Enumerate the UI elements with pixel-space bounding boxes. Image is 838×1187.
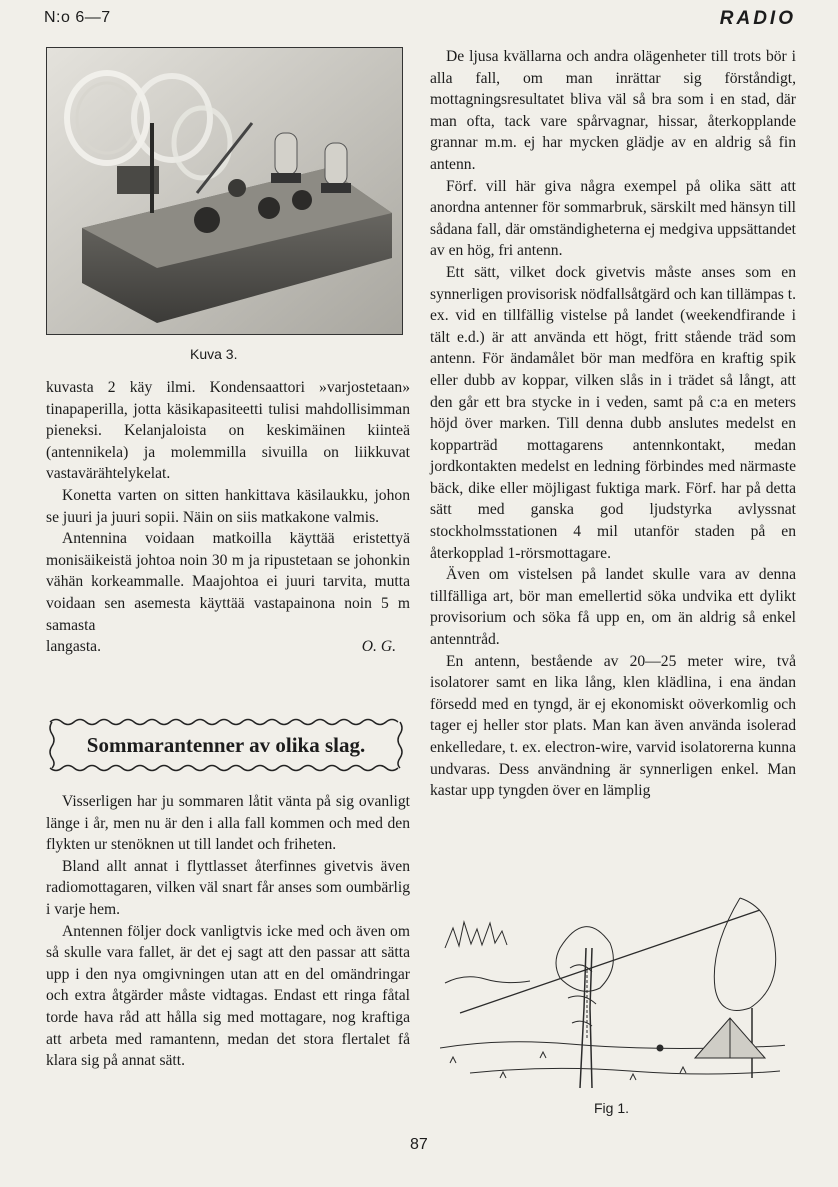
paragraph: Bland allt annat i flyttlasset återfinnes givetvis även radiomottagaren, vilken väl snart får anses som oumbärlig i varje hem.	[46, 857, 410, 918]
author-signature: O. G.	[361, 638, 396, 656]
paragraph: Antennina voidaan matkoilla käyttää eristettyä monisäikeistä johtoa noin 30 m ja ripustetaan se johonkin vähän korkeammalle. Maajohtoa ei juuri tarvita, mutta voidaan sen asemesta käyttää vastapainona noin 5 m samasta	[46, 530, 410, 634]
paragraph-end: langasta.	[46, 638, 101, 656]
photo-caption: Kuva 3.	[190, 346, 238, 362]
right-column	[430, 46, 796, 802]
paragraph: kuvasta 2 käy ilmi. Kondensaattori »varjostetaan» tinapaperilla, jotta käsikapasiteetti tulisi mahdollisimman pieneksi. Kelanjaloista on keskimäinen kiinteä (antennikela) ja molemmilla sivuilla on liikkuvat vastavärähtelykelat.	[46, 379, 410, 483]
paragraph: Antennen följer dock vanligtvis icke med och även om så skulle vara fallet, är det ej sagt att den passar att sätta upp i den nya omgivningen utan att en del omändringar och extra åtgärder måste vidtagas. Endast ett ringa fåtal torde hava råd att hålla sig med mottagare, nog kraftiga att arbeta med ramantenn, medan det stora flertalet få klara sig på annat sätt.	[46, 922, 410, 1070]
issue-number: N:o 6—7	[44, 9, 111, 26]
page-number: 87	[410, 1136, 428, 1153]
left-column-bottom	[46, 791, 410, 1072]
left-column-top	[46, 377, 410, 658]
paragraph: Visserligen har ju sommaren låtit vänta på sig ovanligt länge i år, men nu är den i alla fall kommen och med den flykten ur stenöknen ut till landet och friheten.	[46, 793, 410, 854]
paragraph: De ljusa kvällarna och andra olägenheter till trots bör i alla fall, om man inrättar sig förståndigt, mottagningsresultatet bliva väl så bra som i en stad, där man ofta, tack vare spårvagnar, hissar, återkopplande grannar m.m. ej har mycken glädje av en aldrig så fin antenn.	[430, 48, 796, 173]
magazine-title: RADIO	[719, 8, 796, 29]
antenna-sketch	[440, 888, 785, 1093]
article-heading-box	[48, 716, 404, 774]
figure-caption: Fig 1.	[594, 1100, 630, 1116]
article-title: Sommarantenner av olika slag.	[86, 733, 366, 757]
radio-photo	[46, 47, 403, 335]
paragraph: En antenn, bestående av 20—25 meter wire, två isolatorer samt en lika lång, klen klädlina, i ena ändan försedd med en tyngd, är ej ekonomiskt oöverkomlig och tager ej heller stor plats. Man kan även använda isolerad enkelledare, t. ex. electron-wire, varvid isolatorerna kunna undvaras. Dess användning är synnerligen enkel. Man kastar upp tyngden över en lämplig	[430, 652, 796, 800]
paragraph: Ett sätt, vilket dock givetvis måste anses som en synnerligen provisorisk nödfallsåtgärd och kan tillämpas t. ex. vid en tillfällig vistelse på landet (weekendfirande i tält e.d.) är att använda ett högt, fritt stående träd som antenn. För ändamålet bör man medföra en kraftig spik eller dubb av koppar, vilken slås in i trädet så långt, att den går ett bra stycke in i veden, samt på c:a en meters höjd över marken. Till denna dubb anslutes medelst en kopparträd mottagarens antennkontakt, medan jordkontakten medelst en ledning förbindes med närmaste bäck, dike eller möjligast fuktiga mark. Förf. har på detta sätt med ganska god ljudstyrka avlyssnat stockholmsstationen 4 mil utanför staden på en återkopplad 1-rörsmottagare.	[430, 263, 796, 562]
paragraph: Förf. vill här giva några exempel på olika sätt att anordna antenner för sommarbruk, särskilt med hänsyn till sådana fall, där omständigheterna ej medgiva uppsättandet av en hög, fri antenn.	[430, 177, 796, 260]
paragraph: Konetta varten on sitten hankittava käsilaukku, johon se juuri ja juuri sopii. Näin on siis matkakone valmis.	[46, 486, 410, 526]
paragraph: Även om vistelsen på landet skulle vara av denna tillfälliga art, bör man emellertid söka undvika ett dylikt provisorium och söka få upp en, om än aldrig så enkel antenntråd.	[430, 566, 796, 649]
